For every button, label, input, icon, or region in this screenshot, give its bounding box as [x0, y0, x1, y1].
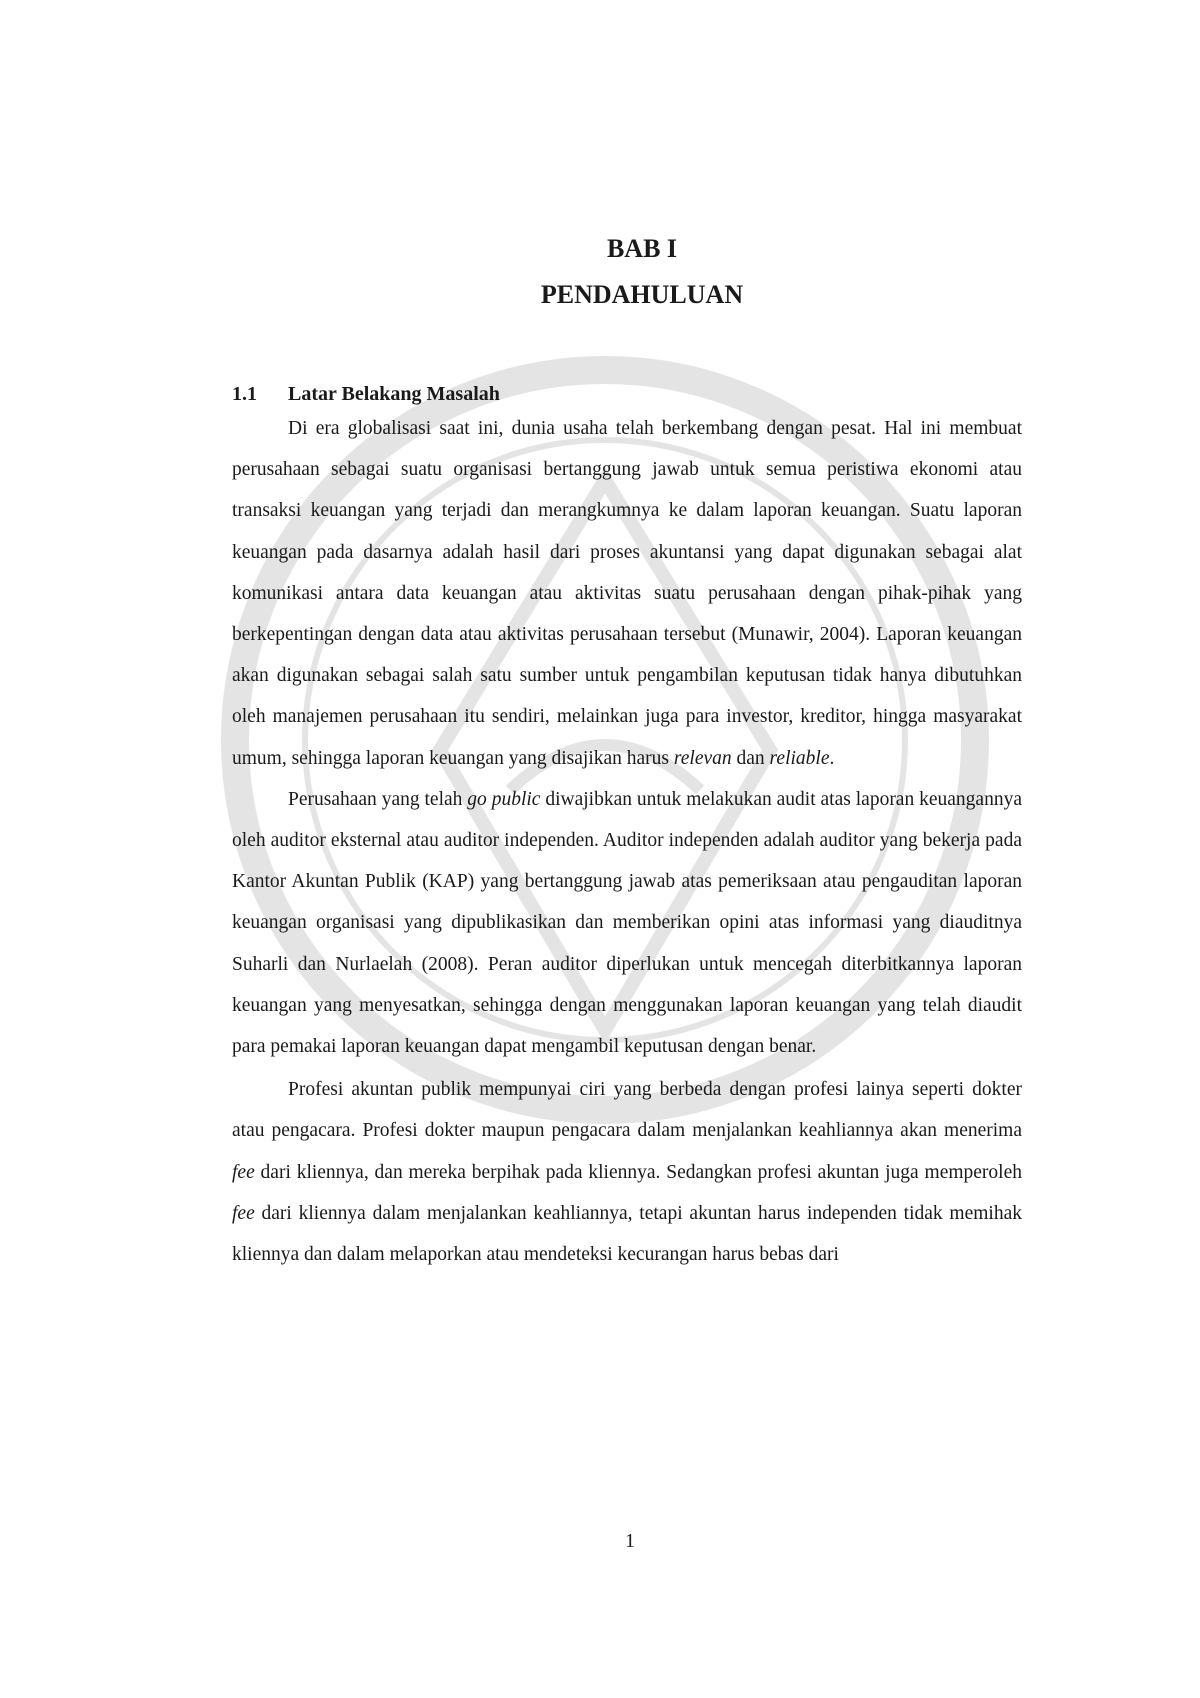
section-heading — [232, 380, 1022, 408]
term-reliable: reliable — [769, 747, 830, 769]
paragraph-1-text-b: dan — [731, 747, 770, 769]
chapter-title: PENDAHULUAN — [540, 280, 744, 309]
paragraph-2 — [232, 779, 1022, 1067]
paragraph-2-text-b: diwajibkan untuk melakukan audit atas laporan keuangannya oleh auditor eksternal atau auditor independen. Auditor independen adalah auditor yang bekerja pada Kantor Akuntan Publik (KAP) yang bertanggung jawab atas pemeriksaan atau pengauditan laporan keuangan organisasi yang dipublikasikan dan memberikan opini atas informasi yang diauditnya Suharli dan Nurlaelah (2008). Peran auditor diperlukan untuk mencegah diterbitkannya laporan keuangan yang menyesatkan, sehingga dengan menggunakan laporan keuangan yang telah diaudit para pemakai laporan keuangan dapat mengambil keputusan dengan benar. — [232, 788, 1022, 1058]
document-page — [232, 226, 1022, 1275]
paragraph-3-text-a: Profesi akuntan publik mempunyai ciri yang berbeda dengan profesi lainya seperti dokter atau pengacara. Profesi dokter maupun pengacara dalam menjalankan keahliannya akan menerima — [232, 1079, 1022, 1142]
term-go-public: go public — [467, 788, 541, 810]
term-relevan: relevan — [673, 747, 732, 769]
chapter-number: BAB I — [606, 234, 678, 263]
paragraph-1-text-c: . — [829, 747, 835, 769]
paragraph-3-text-c: dari kliennya dalam menjalankan keahliannya, tetapi akuntan harus independen tidak memihak kliennya dan dalam melaporkan atau mendeteksi kecurangan harus bebas dari — [232, 1202, 1022, 1266]
paragraph-3 — [232, 1069, 1022, 1275]
paragraph-1-text-a: Di era globalisasi saat ini, dunia usaha telah berkembang dengan pesat. Hal ini membuat perusahaan sebagai suatu organisasi bertanggung jawab untuk semua peristiwa ekonomi atau transaksi keuangan yang terjadi dan merangkumnya ke dalam laporan keuangan. Suatu laporan keuangan pada dasarnya adalah hasil dari proses akuntansi yang dapat digunakan sebagai alat komunikasi antara data keuangan atau aktivitas suatu perusahaan dengan pihak-pihak yang berkepentingan dengan data atau aktivitas perusahaan tersebut (Munawir, 2004). Laporan keuangan akan digunakan sebagai salah satu sumber untuk pengambilan keputusan tidak hanya dibutuhkan oleh manajemen perusahaan itu sendiri, melainkan juga para investor, kreditor, hingga masyarakat umum, sehingga laporan keuangan yang disajikan harus — [232, 418, 1022, 769]
page-number: 1 — [625, 1530, 635, 1552]
paragraph-3-text-b: dari kliennya, dan mereka berpihak pada kliennya. Sedangkan profesi akuntan juga memperoleh — [254, 1161, 1022, 1183]
section-title: Latar Belakang Masalah — [288, 383, 500, 405]
paragraph-2-text-a: Perusahaan yang telah — [288, 788, 468, 810]
paragraph-1 — [232, 408, 1022, 779]
section-number: 1.1 — [232, 383, 257, 405]
term-fee-1: fee — [232, 1161, 255, 1183]
term-fee-2: fee — [232, 1202, 255, 1224]
